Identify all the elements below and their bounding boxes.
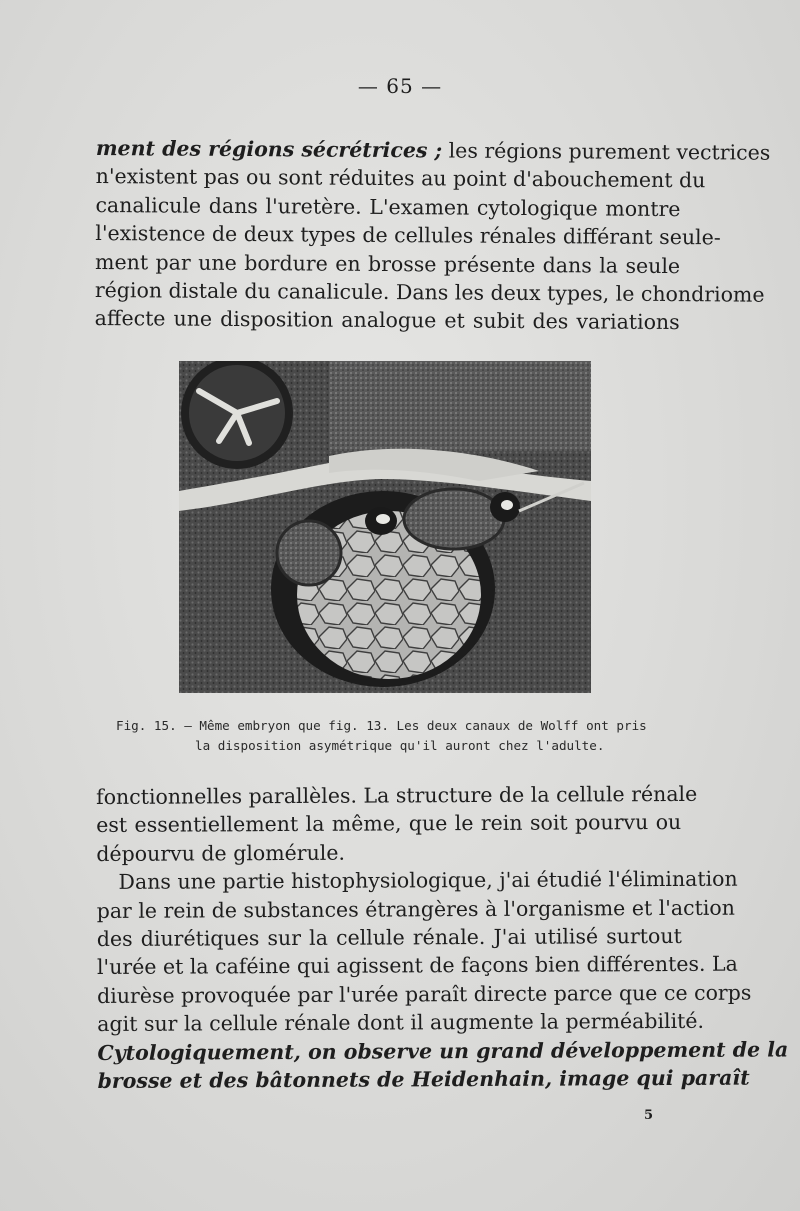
text-line: diurèse provoquée par l'urée paraît directe parce que ce corps xyxy=(97,980,752,1008)
text-line: ment par une bordure en brosse présente dans la seule xyxy=(95,249,681,278)
micrograph-image xyxy=(179,361,591,693)
text-line: l'existence de deux types de cellules rénales différant seule- xyxy=(95,221,721,250)
text-line: par le rein de substances étrangères à l'organisme et l'action xyxy=(96,895,735,923)
signature-mark: 5 xyxy=(644,1108,654,1123)
text-line: fonctionnelles parallèles. La structure de la cellule rénale xyxy=(96,781,698,809)
text-line: n'existent pas ou sont réduites au point d'abouchement du xyxy=(95,164,706,193)
text-line: Cytologiquement, on observe un grand développement de la xyxy=(97,1037,789,1065)
text-fragment: les régions purement vectrices xyxy=(442,138,771,165)
text-line: canalicule dans l'uretère. L'examen cytologique montre xyxy=(95,192,681,221)
text-line: Dans une partie histophysiologique, j'ai étudié l'élimination xyxy=(118,866,738,895)
text-line: dépourvu de glomérule. xyxy=(96,840,346,866)
figure-caption xyxy=(116,716,676,756)
paragraph-bottom xyxy=(96,780,789,1096)
text-line: agit sur la cellule rénale dont il augmente la perméabilité. xyxy=(97,1009,705,1037)
paragraph-top xyxy=(94,134,771,337)
text-line: l'urée et la caféine qui agissent de façons bien différentes. La xyxy=(96,952,738,980)
text-line: des diurétiques sur la cellule rénale. J'ai utilisé surtout xyxy=(96,923,682,952)
text-line: est essentiellement la même, que le rein soit pourvu ou xyxy=(96,810,682,838)
caption-line: Fig. 15. — Même embryon que fig. 13. Les deux canaux de Wolff ont pris xyxy=(116,718,647,733)
italic-phrase: ment des régions sécrétrices ; xyxy=(95,135,443,163)
text-line: affecte une disposition analogue et subit des variations xyxy=(94,306,680,335)
page-number: — 65 — xyxy=(357,74,443,98)
text-line xyxy=(95,134,771,166)
caption-line: la disposition asymétrique qu'il auront chez l'adulte. xyxy=(195,738,605,753)
text-line: région distale du canalicule. Dans les deux types, le chondriome xyxy=(94,278,765,307)
micrograph-figure xyxy=(179,361,591,693)
text-line: brosse et des bâtonnets de Heidenhain, image qui paraît xyxy=(97,1065,750,1094)
